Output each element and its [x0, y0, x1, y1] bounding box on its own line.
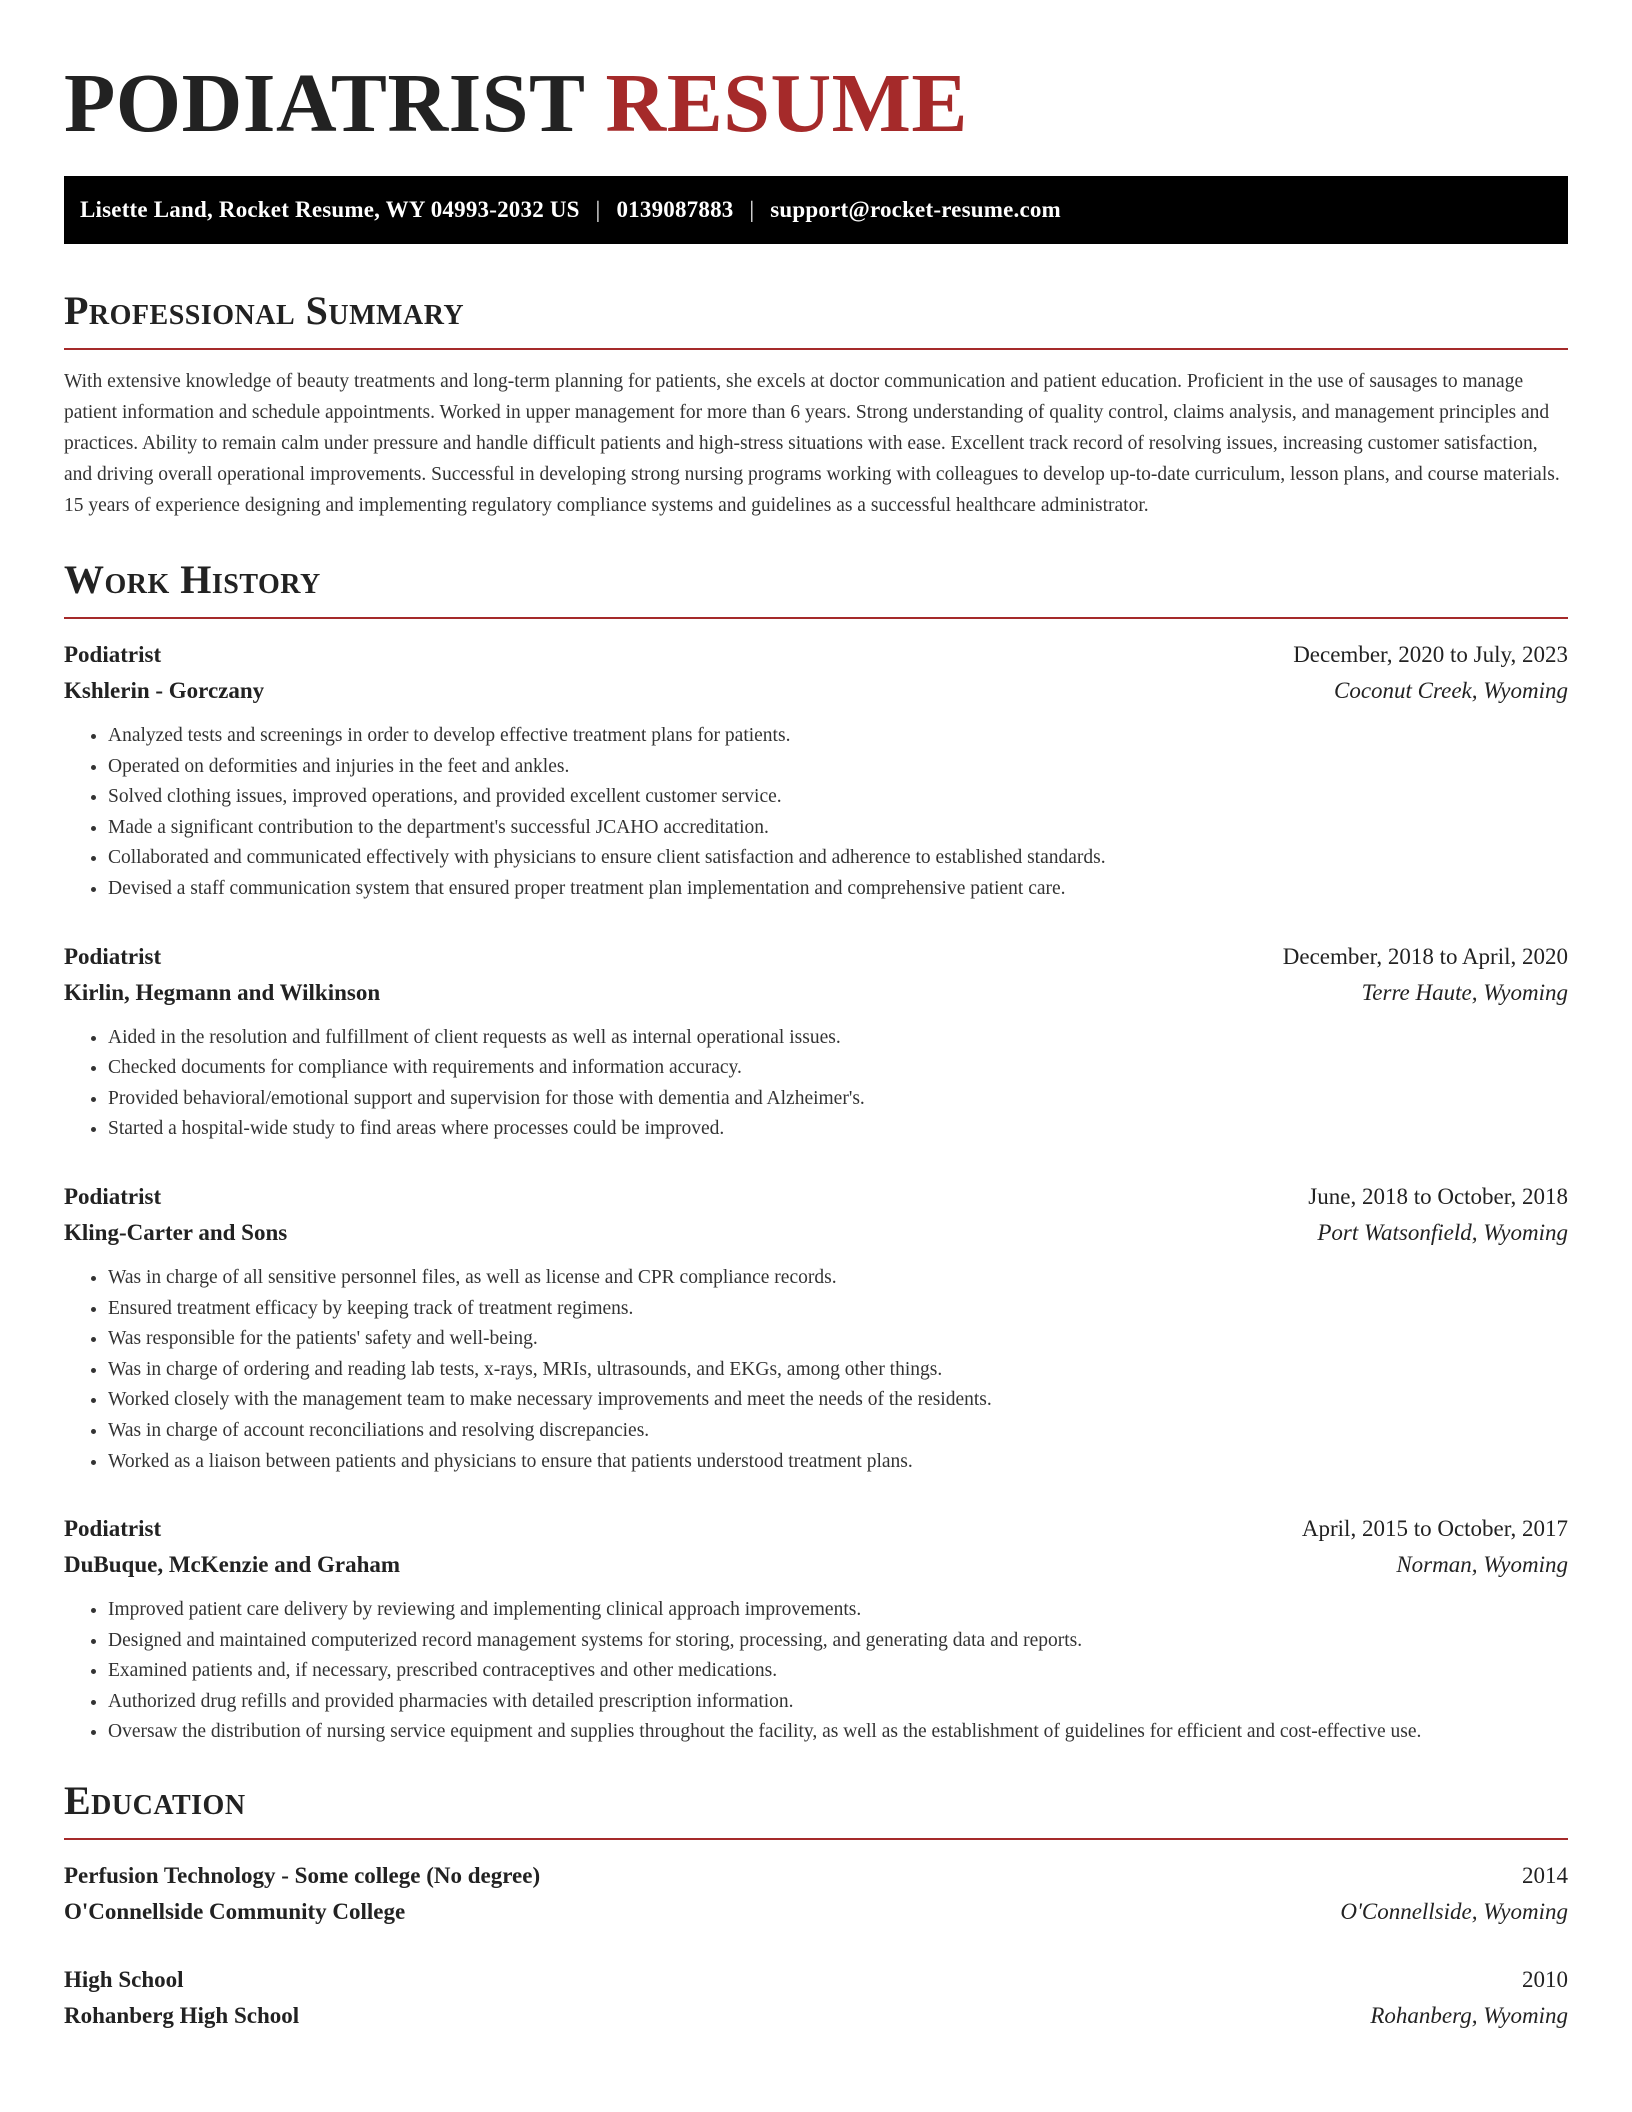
education-degree-row: [64, 1858, 1568, 1894]
contact-separator: |: [749, 197, 755, 222]
job-title-row: [64, 1511, 1568, 1547]
job-bullet: • Provided behavioral/emotional support and supervision for those with dementia and Alzheimer's.: [108, 1084, 1568, 1115]
job-company-row: [64, 1215, 1568, 1251]
job-bullet: • Worked as a liaison between patients and physicians to ensure that patients understood treatment plans.: [108, 1447, 1568, 1478]
resume-page: [64, 56, 1568, 2034]
job-entry: [64, 1179, 1568, 1477]
work-history-heading: Work History: [64, 555, 1568, 619]
education-school-row: [64, 1894, 1568, 1930]
job-bullet: • Was in charge of account reconciliations and resolving discrepancies.: [108, 1416, 1568, 1447]
job-entry: [64, 939, 1568, 1145]
job-bullet: • Improved patient care delivery by reviewing and implementing clinical approach improvements.: [108, 1595, 1568, 1626]
title-word-podiatrist: PODIATRIST: [64, 57, 585, 150]
resume-title: [64, 56, 1568, 160]
job-bullet: • Designed and maintained computerized record management systems for storing, processing, and generating data and reports.: [108, 1626, 1568, 1657]
job-bullets: [64, 1595, 1568, 1748]
job-bullet: • Authorized drug refills and provided pharmacies with detailed prescription information.: [108, 1687, 1568, 1718]
job-title: Podiatrist: [64, 1183, 162, 1209]
job-title-row: [64, 637, 1568, 673]
education-degree-row: [64, 1962, 1568, 1998]
job-dates: April, 2015 to October, 2017: [1301, 1516, 1568, 1542]
education-location: O'Connellside, Wyoming: [1340, 1899, 1568, 1925]
contact-address: Lisette Land, Rocket Resume, WY 04993-2032 US: [80, 197, 580, 222]
job-company: Kirlin, Hegmann and Wilkinson: [64, 979, 381, 1005]
contact-phone: 0139087883: [616, 197, 734, 222]
job-dates: June, 2018 to October, 2018: [1308, 1183, 1568, 1209]
job-bullet: • Checked documents for compliance with requirements and information accuracy.: [108, 1053, 1568, 1084]
job-location: Norman, Wyoming: [1396, 1552, 1568, 1578]
job-entry: [64, 1511, 1568, 1748]
education-entry: [64, 1858, 1568, 1930]
job-bullets: [64, 1023, 1568, 1145]
education-entry: [64, 1962, 1568, 2034]
job-location: Terre Haute, Wyoming: [1361, 979, 1568, 1005]
job-bullet: • Was in charge of all sensitive personnel files, as well as license and CPR compliance records.: [108, 1263, 1568, 1294]
job-bullet: • Operated on deformities and injuries in the feet and ankles.: [108, 752, 1568, 783]
job-company-row: [64, 975, 1568, 1011]
job-company: Kling-Carter and Sons: [64, 1219, 288, 1245]
job-dates: December, 2020 to July, 2023: [1293, 642, 1568, 667]
job-title: Podiatrist: [64, 1516, 162, 1542]
job-title: Podiatrist: [64, 642, 162, 667]
job-bullet: • Ensured treatment efficacy by keeping track of treatment regimens.: [108, 1294, 1568, 1325]
job-bullet: • Aided in the resolution and fulfillment of client requests as well as internal operational issues.: [108, 1023, 1568, 1054]
education-school-row: [64, 1998, 1568, 2034]
education-degree: Perfusion Technology - Some college (No degree): [64, 1863, 541, 1889]
job-bullet: • Was responsible for the patients' safety and well-being.: [108, 1324, 1568, 1355]
job-bullet: • Worked closely with the management team to make necessary improvements and meet the needs of the residents.: [108, 1385, 1568, 1416]
contact-email: support@rocket-resume.com: [770, 197, 1061, 222]
education-school: Rohanberg High School: [64, 2003, 300, 2029]
job-entry: [64, 637, 1568, 905]
education-year: 2014: [1522, 1863, 1568, 1889]
job-title: Podiatrist: [64, 943, 162, 969]
education-location: Rohanberg, Wyoming: [1370, 2003, 1568, 2029]
job-bullet: • Analyzed tests and screenings in order to develop effective treatment plans for patients.: [108, 721, 1568, 752]
education-degree: High School: [64, 1967, 184, 1993]
job-bullet: • Was in charge of ordering and reading lab tests, x-rays, MRIs, ultrasounds, and EKGs, among other things.: [108, 1355, 1568, 1386]
job-dates: December, 2018 to April, 2020: [1282, 943, 1568, 969]
education-list: [64, 1858, 1568, 2034]
job-company: Kshlerin - Gorczany: [64, 678, 265, 703]
contact-separator: |: [595, 197, 601, 222]
job-title-row: [64, 1179, 1568, 1215]
title-word-resume: RESUME: [605, 57, 968, 150]
job-bullet: • Oversaw the distribution of nursing service equipment and supplies throughout the facility, as well as the establishment of guidelines for efficient and cost-effective use.: [108, 1717, 1568, 1748]
job-bullets: [64, 721, 1568, 905]
education-heading: Education: [64, 1776, 1568, 1840]
education-school: O'Connellside Community College: [64, 1899, 406, 1925]
job-company-row: [64, 1547, 1568, 1583]
job-bullet: • Solved clothing issues, improved operations, and provided excellent customer service.: [108, 782, 1568, 813]
job-company: DuBuque, McKenzie and Graham: [64, 1552, 401, 1578]
job-bullet: • Made a significant contribution to the department's successful JCAHO accreditation.: [108, 813, 1568, 844]
contact-bar: [64, 176, 1568, 244]
job-bullet: • Collaborated and communicated effectively with physicians to ensure client satisfaction and adherence to established standards.: [108, 843, 1568, 874]
work-history-list: [64, 637, 1568, 1748]
job-location: Coconut Creek, Wyoming: [1333, 678, 1568, 703]
job-title-row: [64, 939, 1568, 975]
job-bullet: • Started a hospital-wide study to find areas where processes could be improved.: [108, 1114, 1568, 1145]
job-bullets: [64, 1263, 1568, 1477]
education-year: 2010: [1522, 1967, 1568, 1993]
job-company-row: [64, 673, 1568, 709]
job-bullet: • Devised a staff communication system that ensured proper treatment plan implementation and comprehensive patient care.: [108, 874, 1568, 905]
professional-summary-heading: Professional Summary: [64, 286, 1568, 350]
job-bullet: • Examined patients and, if necessary, prescribed contraceptives and other medications.: [108, 1656, 1568, 1687]
job-location: Port Watsonfield, Wyoming: [1317, 1219, 1568, 1245]
professional-summary-text: With extensive knowledge of beauty treatments and long-term planning for patients, she excels at doctor communication and patient education. Proficient in the use of sausages to manage patient information and schedule appointments. Worked in upper management for more than 6 years. Strong understanding of quality control, claims analysis, and management principles and practices. Ability to remain calm under pressure and handle difficult patients and high-stress situations with ease. Excellent track record of resolving issues, increasing customer satisfaction, and driving overall operational improvements. Successful in developing strong nursing programs working with colleagues to develop up-to-date curriculum, lesson plans, and course materials. 15 years of experience designing and implementing regulatory compliance systems and guidelines as a successful healthcare administrator.: [64, 371, 1560, 516]
